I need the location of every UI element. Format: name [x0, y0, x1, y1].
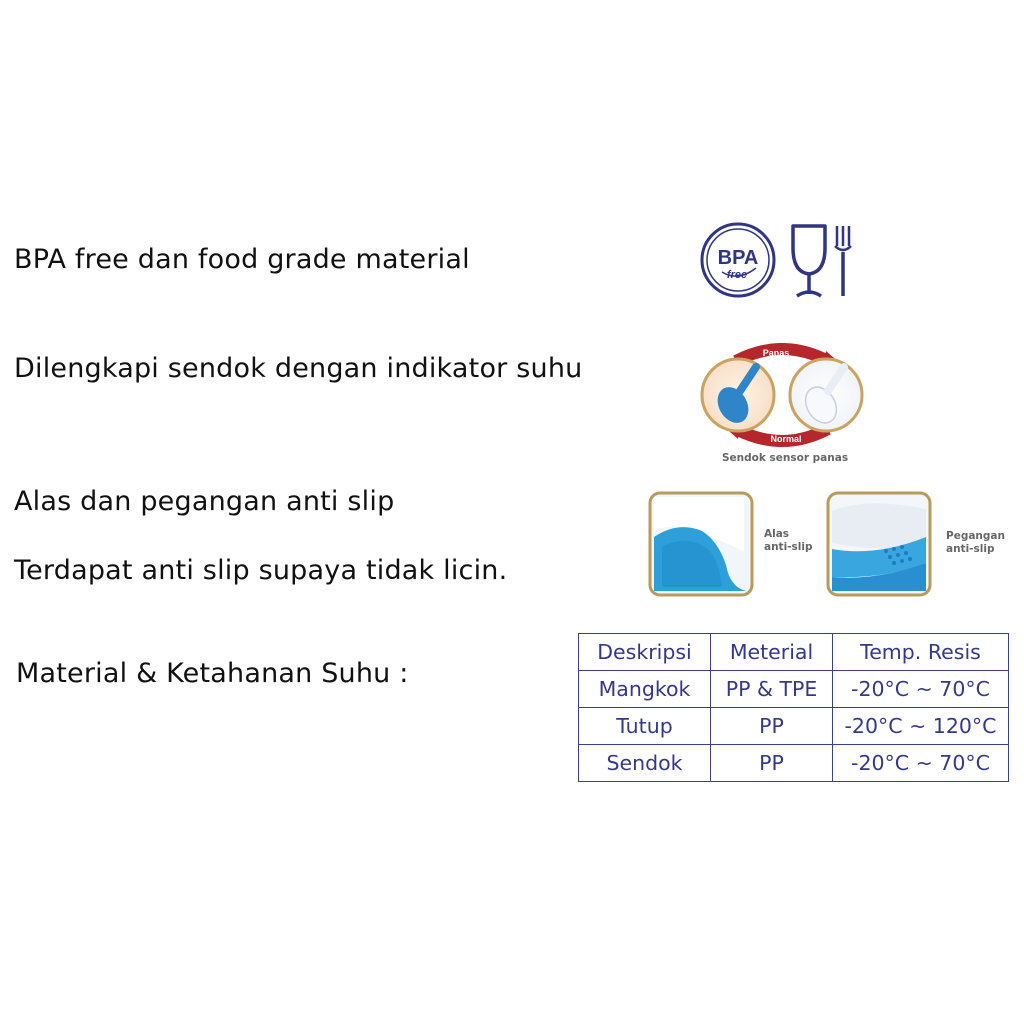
table-cell: Tutup — [579, 708, 711, 745]
feature-antislip-title: Alas dan pegangan anti slip — [14, 486, 395, 517]
table-cell: Sendok — [579, 745, 711, 782]
white-spoon-icon — [790, 359, 862, 431]
material-spec-table — [578, 633, 1009, 782]
bpa-free-badge-icon — [702, 224, 774, 296]
table-cell: PP & TPE — [711, 671, 833, 708]
bpa-badge-label: BPA — [717, 247, 759, 269]
antislip-base-illustration — [648, 491, 756, 599]
alas-label: Alas — [764, 528, 790, 540]
pegangan-antislip-label: anti-slip — [946, 543, 995, 555]
bpa-badge-free-label: free — [726, 269, 748, 281]
spoon-sensor-caption: Sendok sensor panas — [722, 452, 849, 464]
table-header-row — [579, 634, 1009, 671]
panas-label: Panas — [762, 348, 790, 358]
table-cell: PP — [711, 708, 833, 745]
pegangan-antislip-caption — [946, 530, 1005, 556]
material-heading: Material & Ketahanan Suhu : — [16, 658, 409, 689]
feature-spoon-text: Dilengkapi sendok dengan indikator suhu — [14, 353, 583, 384]
table-header-cell: Temp. Resis — [833, 634, 1009, 671]
feature-bpa-text: BPA free dan food grade material — [14, 244, 470, 275]
table-cell: -20°C ~ 70°C — [833, 671, 1009, 708]
table-cell: -20°C ~ 120°C — [833, 708, 1009, 745]
food-grade-glass-fork-icon — [793, 226, 851, 296]
table-cell: Mangkok — [579, 671, 711, 708]
feature-antislip-desc: Terdapat anti slip supaya tidak licin. — [14, 555, 508, 586]
spoon-indicator-illustration — [696, 343, 868, 449]
antislip-handle-illustration — [826, 491, 934, 599]
table-cell: PP — [711, 745, 833, 782]
alas-antislip-caption — [764, 528, 813, 554]
blue-spoon-icon — [702, 359, 774, 431]
table-row — [579, 671, 1009, 708]
table-row — [579, 745, 1009, 782]
table-cell: -20°C ~ 70°C — [833, 745, 1009, 782]
bpa-food-grade-icons — [700, 222, 860, 300]
normal-label: Normal — [770, 434, 802, 444]
table-row — [579, 708, 1009, 745]
table-header-cell: Deskripsi — [579, 634, 711, 671]
table-header-cell: Meterial — [711, 634, 833, 671]
alas-antislip-label: anti-slip — [764, 541, 813, 553]
pegangan-label: Pegangan — [946, 530, 1005, 542]
